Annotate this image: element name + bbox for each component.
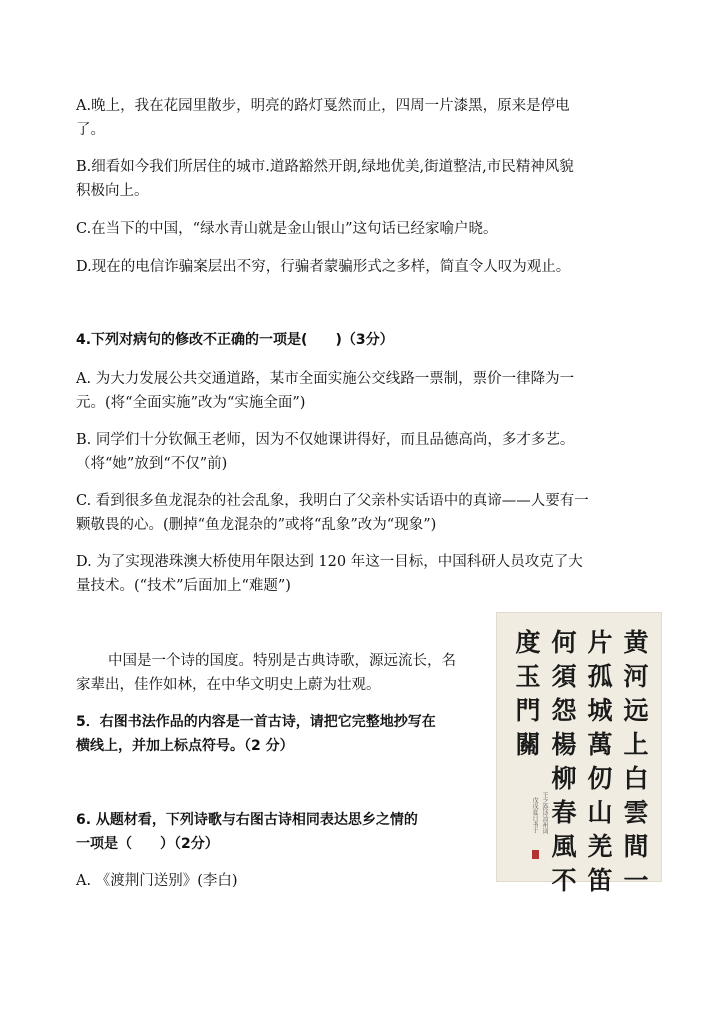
q6-option-a: A. 《渡荆门送别》(李白) <box>76 873 238 889</box>
calligraphy-artwork <box>496 612 662 895</box>
calligraphy-character: 怨 <box>551 696 577 725</box>
calligraphy-character: 柳 <box>551 764 577 793</box>
q4-option-d-line-1: D. 为了实现港珠澳大桥使用年限达到 120 年这一目标，中国科研人员攻克了大 <box>76 554 583 570</box>
calligraphy-character: 玉 <box>515 662 541 691</box>
intro-line-2: 家辈出，佳作如林，在中华文明史上蔚为壮观。 <box>76 677 381 693</box>
calligraphy-character: 上 <box>623 730 649 759</box>
q5-line-1: 5．右图书法作品的内容是一首古诗，请把它完整地抄写在 <box>76 714 436 730</box>
calligraphy-character: 一 <box>623 866 649 895</box>
option-b-line-2: 积极向上。 <box>76 183 149 199</box>
calligraphy-character: 不 <box>551 866 577 895</box>
calligraphy-character: 孤 <box>587 662 613 691</box>
calligraphy-character: 仞 <box>587 764 613 793</box>
calligraphy-signature-1: 王之涣诗凉州词 <box>541 792 548 834</box>
calligraphy-character: 間 <box>623 832 649 861</box>
calligraphy-character: 河 <box>623 662 649 691</box>
option-c: C.在当下的中国，“绿水青山就是金山银山”这句话已经家喻户晓。 <box>76 221 498 237</box>
calligraphy-column-4 <box>514 626 542 762</box>
calligraphy-character: 門 <box>515 696 541 725</box>
calligraphy-character: 風 <box>551 832 577 861</box>
calligraphy-character: 楊 <box>551 730 577 759</box>
q4-option-b-line-2: （将“她”放到“不仅”前) <box>76 456 228 472</box>
q6-line-1: 6. 从题材看，下列诗歌与右图古诗相同表达思乡之情的 <box>76 812 418 828</box>
calligraphy-character: 春 <box>551 798 577 827</box>
calligraphy-character: 黄 <box>623 628 649 657</box>
calligraphy-character: 白 <box>623 764 649 793</box>
q4-option-d-line-2: 量技术。(“技术”后面加上“难题”) <box>76 578 291 594</box>
calligraphy-seal <box>532 850 539 859</box>
calligraphy-signature-2: 戊戌夏日书于 <box>531 797 538 833</box>
option-a-line-1: A.晚上，我在花园里散步，明亮的路灯戛然而止，四周一片漆黑，原来是停电 <box>76 98 570 114</box>
calligraphy-character: 城 <box>587 696 613 725</box>
calligraphy-character: 片 <box>587 628 613 657</box>
q5-line-2: 横线上，并加上标点符号。（2 分） <box>76 738 294 754</box>
calligraphy-column-3 <box>550 626 578 898</box>
q4-title: 4.下列对病句的修改不正确的一项是( )（3分） <box>76 332 394 348</box>
calligraphy-character: 笛 <box>587 866 613 895</box>
calligraphy-character: 關 <box>515 730 541 759</box>
calligraphy-character: 度 <box>515 628 541 657</box>
q4-option-a-line-1: A. 为大力发展公共交通道路，某市全面实施公交线路一票制，票价一律降为一 <box>76 371 575 387</box>
calligraphy-character: 須 <box>551 662 577 691</box>
q4-option-b-line-1: B. 同学们十分钦佩王老师，因为不仅她课讲得好，而且品德高尚，多才多艺。 <box>76 432 575 448</box>
calligraphy-character: 山 <box>587 798 613 827</box>
q4-option-c-line-1: C. 看到很多鱼龙混杂的社会乱象，我明白了父亲朴实话语中的真谛——人要有一 <box>76 493 589 509</box>
calligraphy-character: 雲 <box>623 798 649 827</box>
calligraphy-column-1 <box>622 626 650 898</box>
calligraphy-character: 远 <box>623 696 649 725</box>
calligraphy-column-2 <box>586 626 614 898</box>
option-a-line-2: 了。 <box>76 122 105 138</box>
calligraphy-character: 羌 <box>587 832 613 861</box>
option-b-line-1: B.细看如今我们所居住的城市.道路豁然开朗,绿地优美,街道整洁,市民精神风貌 <box>76 159 574 175</box>
calligraphy-character: 何 <box>551 628 577 657</box>
calligraphy-character: 萬 <box>587 730 613 759</box>
option-d: D.现在的电信诈骗案层出不穷，行骗者蒙骗形式之多样，简直令人叹为观止。 <box>76 259 571 275</box>
q4-option-a-line-2: 元。(将“全面实施”改为“实施全面”) <box>76 395 306 411</box>
intro-line-1: 中国是一个诗的国度。特别是古典诗歌，源远流长，名 <box>108 653 456 669</box>
q6-line-2: 一项是（ ）（2分） <box>76 836 219 852</box>
q4-option-c-line-2: 颗敬畏的心。(删掉“鱼龙混杂的”或将“乱象”改为“现象”) <box>76 517 437 533</box>
